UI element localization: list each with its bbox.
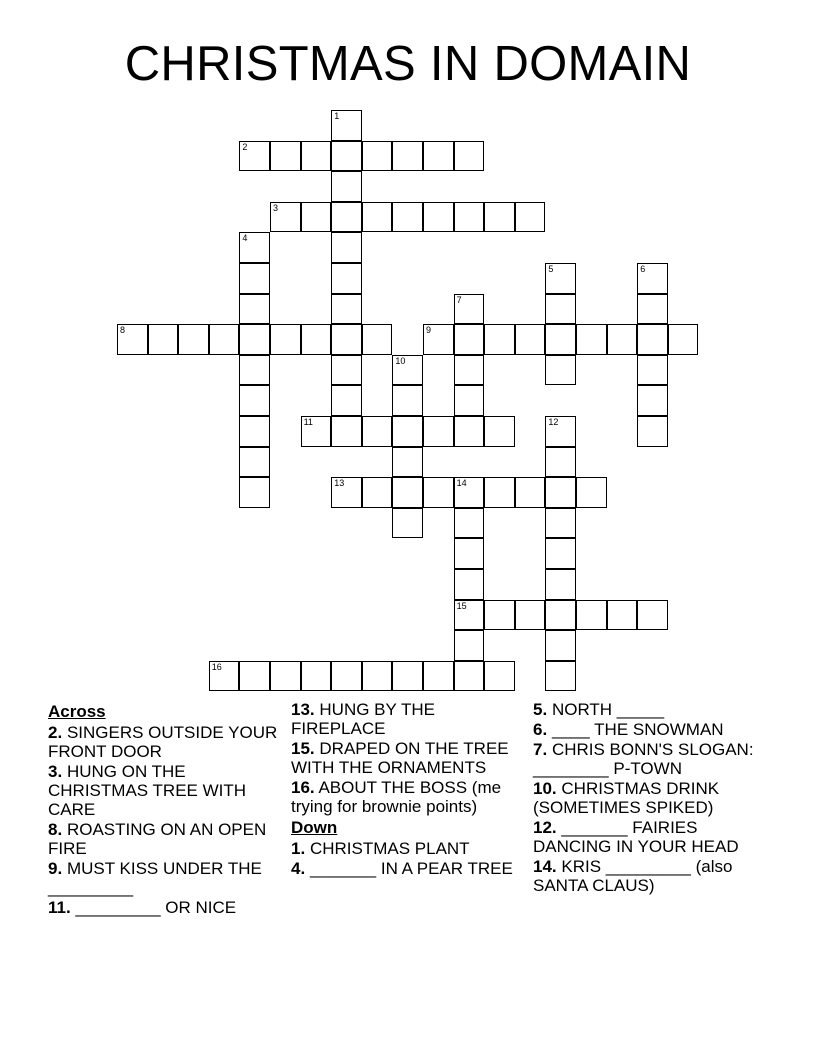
grid-cell[interactable]	[301, 661, 332, 692]
grid-cell[interactable]	[484, 661, 515, 692]
grid-cell[interactable]	[423, 416, 454, 447]
clue-text: _______ IN A PEAR TREE	[309, 859, 513, 878]
clue-number: 9	[48, 859, 58, 878]
clue-down-6: 6. ____ THE SNOWMAN	[533, 720, 724, 739]
clue-down-7: 7. CHRIS BONN'S SLOGAN: ________ P-TOWN	[533, 740, 754, 778]
grid-cell[interactable]	[239, 294, 270, 325]
grid-cell[interactable]	[392, 447, 423, 478]
cell-number: 2	[242, 141, 248, 152]
grid-cell[interactable]	[637, 355, 668, 386]
grid-cell[interactable]	[239, 141, 270, 172]
clue-text: KRIS _________ (also SANTA CLAUS)	[533, 857, 733, 895]
clue-down-5: 5. NORTH _____	[533, 700, 665, 719]
clue-number: 11	[48, 898, 66, 917]
clue-number: 7	[533, 740, 543, 759]
grid-cell[interactable]	[301, 141, 332, 172]
grid-cell[interactable]	[484, 202, 515, 233]
grid-cell[interactable]	[270, 202, 301, 233]
grid-cell[interactable]	[545, 569, 576, 600]
grid-cell[interactable]	[454, 508, 485, 539]
down-heading: Down	[291, 818, 338, 837]
clue-down-10: 10. CHRISTMAS DRINK (SOMETIMES SPIKED)	[533, 779, 720, 817]
grid-cell[interactable]	[454, 294, 485, 325]
grid-cell[interactable]	[545, 324, 576, 355]
grid-cell[interactable]	[331, 110, 362, 141]
grid-cell[interactable]	[484, 600, 515, 631]
grid-cell[interactable]	[515, 202, 546, 233]
grid-cell[interactable]	[515, 600, 546, 631]
clue-across-3: 3. HUNG ON THE CHRISTMAS TREE WITH CARE	[48, 762, 247, 819]
clue-number: 14	[533, 857, 552, 876]
clue-down-4: 4. _______ IN A PEAR TREE	[291, 859, 513, 878]
grid-cell[interactable]	[607, 324, 638, 355]
grid-cell[interactable]	[331, 202, 362, 233]
grid-cell[interactable]	[392, 477, 423, 508]
cell-number: 10	[395, 355, 406, 366]
clue-number: 6	[533, 720, 543, 739]
clue-text: ROASTING ON AN OPEN FIRE	[48, 820, 267, 858]
grid-cell[interactable]	[331, 263, 362, 294]
grid-cell[interactable]	[239, 263, 270, 294]
grid-cell[interactable]	[362, 202, 393, 233]
grid-cell[interactable]	[637, 600, 668, 631]
cell-number: 6	[640, 264, 646, 274]
grid-cell[interactable]	[331, 141, 362, 172]
grid-cell[interactable]	[576, 600, 607, 631]
clue-across-15: 15. DRAPED ON THE TREE WITH THE ORNAMENTS	[291, 739, 509, 777]
clue-number: 13	[291, 700, 310, 719]
grid-cell[interactable]	[515, 324, 546, 355]
grid-cell[interactable]	[454, 569, 485, 600]
grid-cell[interactable]	[331, 355, 362, 386]
grid-cell[interactable]	[331, 477, 362, 508]
grid-cell[interactable]	[545, 355, 576, 386]
grid-cell[interactable]	[331, 416, 362, 447]
grid-cell[interactable]	[362, 477, 393, 508]
grid-cell[interactable]	[392, 416, 423, 447]
grid-cell[interactable]	[362, 141, 393, 172]
clue-number: 10	[533, 779, 552, 798]
cell-number: 12	[548, 417, 559, 427]
grid-cell[interactable]	[545, 263, 576, 294]
grid-cell[interactable]	[392, 141, 423, 172]
grid-cell[interactable]	[545, 447, 576, 478]
grid-cell[interactable]	[301, 416, 332, 447]
clue-text: CHRISTMAS DRINK (SOMETIMES SPIKED)	[533, 779, 720, 817]
grid-cell[interactable]	[301, 324, 332, 355]
clue-number: 4	[291, 859, 301, 878]
grid-cell[interactable]	[454, 355, 485, 386]
clue-down-1: 1. CHRISTMAS PLANT	[291, 839, 470, 858]
grid-cell[interactable]	[362, 416, 393, 447]
grid-cell[interactable]	[423, 477, 454, 508]
grid-cell[interactable]	[545, 294, 576, 325]
grid-cell[interactable]	[331, 385, 362, 416]
grid-cell[interactable]	[454, 630, 485, 661]
grid-cell[interactable]	[239, 447, 270, 478]
clue-number: 12	[533, 818, 552, 837]
grid-cell[interactable]	[423, 202, 454, 233]
clue-number: 2	[48, 723, 58, 742]
grid-cell[interactable]	[637, 385, 668, 416]
clue-text: SINGERS OUTSIDE YOUR FRONT DOOR	[48, 723, 278, 761]
grid-cell[interactable]	[607, 600, 638, 631]
grid-cell[interactable]	[545, 477, 576, 508]
grid-cell[interactable]	[454, 202, 485, 233]
cell-number: 16	[211, 661, 222, 672]
clue-text: HUNG ON THE CHRISTMAS TREE WITH CARE	[48, 762, 247, 819]
cell-number: 5	[548, 264, 554, 274]
cell-number: 8	[120, 325, 126, 336]
clue-text: ABOUT THE BOSS (me trying for brownie points)	[291, 778, 502, 816]
grid-cell[interactable]	[484, 324, 515, 355]
grid-cell[interactable]	[209, 324, 240, 355]
grid-cell[interactable]	[331, 232, 362, 263]
clue-across-2: 2. SINGERS OUTSIDE YOUR FRONT DOOR	[48, 723, 278, 761]
clue-text: HUNG BY THE FIREPLACE	[291, 700, 435, 738]
grid-cell[interactable]	[270, 661, 301, 692]
grid-cell[interactable]	[209, 661, 240, 692]
grid-cell[interactable]	[515, 477, 546, 508]
clue-number: 5	[533, 700, 543, 719]
grid-cell[interactable]	[331, 324, 362, 355]
grid-cell[interactable]	[270, 324, 301, 355]
grid-cell[interactable]	[637, 416, 668, 447]
clue-across-11: 11. _________ OR NICE	[48, 898, 237, 917]
grid-cell[interactable]	[576, 324, 607, 355]
grid-cell[interactable]	[637, 263, 668, 294]
grid-cell[interactable]	[117, 324, 148, 355]
cell-number: 11	[303, 417, 313, 427]
clue-text: ____ THE SNOWMAN	[551, 720, 724, 739]
grid-cell[interactable]	[454, 538, 485, 569]
grid-cell[interactable]	[454, 600, 485, 631]
grid-cell[interactable]	[454, 141, 485, 172]
grid-cell[interactable]	[484, 477, 515, 508]
grid-cell[interactable]	[392, 661, 423, 692]
clue-column-2	[291, 700, 523, 879]
grid-cell[interactable]	[545, 600, 576, 631]
grid-cell[interactable]	[392, 355, 423, 386]
grid-cell[interactable]	[454, 324, 485, 355]
grid-cell[interactable]	[423, 661, 454, 692]
clue-down-12: 12. _______ FAIRIES DANCING IN YOUR HEAD	[533, 818, 739, 856]
grid-cell[interactable]	[301, 202, 332, 233]
grid-cell[interactable]	[392, 202, 423, 233]
clue-number: 15	[291, 739, 310, 758]
clue-column-3	[533, 700, 778, 896]
cell-number: 3	[273, 202, 279, 213]
grid-cell[interactable]	[362, 661, 393, 692]
grid-cell[interactable]	[239, 232, 270, 263]
grid-cell[interactable]	[239, 661, 270, 692]
clue-across-8: 8. ROASTING ON AN OPEN FIRE	[48, 820, 267, 858]
cell-number: 1	[334, 111, 340, 121]
across-heading: Across	[48, 702, 106, 721]
grid-cell[interactable]	[545, 416, 576, 447]
clue-across-16: 16. ABOUT THE BOSS (me trying for brownie points)	[291, 778, 502, 816]
grid-cell[interactable]	[423, 324, 454, 355]
grid-cell[interactable]	[239, 416, 270, 447]
grid-cell[interactable]	[454, 416, 485, 447]
grid-cell[interactable]	[576, 477, 607, 508]
grid-cell[interactable]	[668, 324, 699, 355]
grid-cell[interactable]	[545, 538, 576, 569]
clue-across-9: 9. MUST KISS UNDER THE _________	[48, 859, 262, 897]
grid-cell[interactable]	[484, 416, 515, 447]
cell-number: 13	[334, 478, 345, 489]
grid-cell[interactable]	[178, 324, 209, 355]
grid-cell[interactable]	[423, 141, 454, 172]
grid-cell[interactable]	[239, 355, 270, 386]
grid-cell[interactable]	[637, 294, 668, 325]
cell-number: 9	[426, 325, 432, 336]
grid-cell[interactable]	[392, 385, 423, 416]
clue-number: 8	[48, 820, 58, 839]
grid-cell[interactable]	[545, 661, 576, 692]
cell-number: 15	[456, 600, 467, 611]
grid-cell[interactable]	[362, 324, 393, 355]
clue-across-13: 13. HUNG BY THE FIREPLACE	[291, 700, 435, 738]
clue-text: _________ OR NICE	[75, 898, 237, 917]
clue-number: 16	[291, 778, 310, 797]
clue-column-1	[48, 700, 280, 918]
grid-cell[interactable]	[239, 324, 270, 355]
grid-cell[interactable]	[637, 324, 668, 355]
page-title: CHRISTMAS IN DOMAIN	[124, 37, 692, 91]
clue-number: 3	[48, 762, 58, 781]
clue-text: MUST KISS UNDER THE _________	[48, 859, 262, 897]
clue-text: DRAPED ON THE TREE WITH THE ORNAMENTS	[291, 739, 509, 777]
grid-cell[interactable]	[545, 508, 576, 539]
clue-number: 1	[291, 839, 301, 858]
grid-cell[interactable]	[545, 630, 576, 661]
cell-number: 14	[456, 478, 467, 489]
grid-cell[interactable]	[454, 477, 485, 508]
grid-cell[interactable]	[331, 661, 362, 692]
grid-cell[interactable]	[454, 661, 485, 692]
clue-text: CHRISTMAS PLANT	[309, 839, 470, 858]
cell-number: 7	[456, 294, 462, 305]
clue-text: CHRIS BONN'S SLOGAN: ________ P-TOWN	[533, 740, 754, 778]
grid-cell[interactable]	[148, 324, 179, 355]
clue-text: _______ FAIRIES DANCING IN YOUR HEAD	[533, 818, 739, 856]
grid-cell[interactable]	[239, 385, 270, 416]
clue-text: NORTH _____	[551, 700, 665, 719]
grid-cell[interactable]	[331, 171, 362, 202]
grid-cell[interactable]	[392, 508, 423, 539]
grid-cell[interactable]	[270, 141, 301, 172]
grid-cell[interactable]	[454, 385, 485, 416]
clue-down-14: 14. KRIS _________ (also SANTA CLAUS)	[533, 857, 733, 895]
grid-cell[interactable]	[239, 477, 270, 508]
cell-number: 4	[242, 233, 248, 244]
grid-cell[interactable]	[331, 294, 362, 325]
